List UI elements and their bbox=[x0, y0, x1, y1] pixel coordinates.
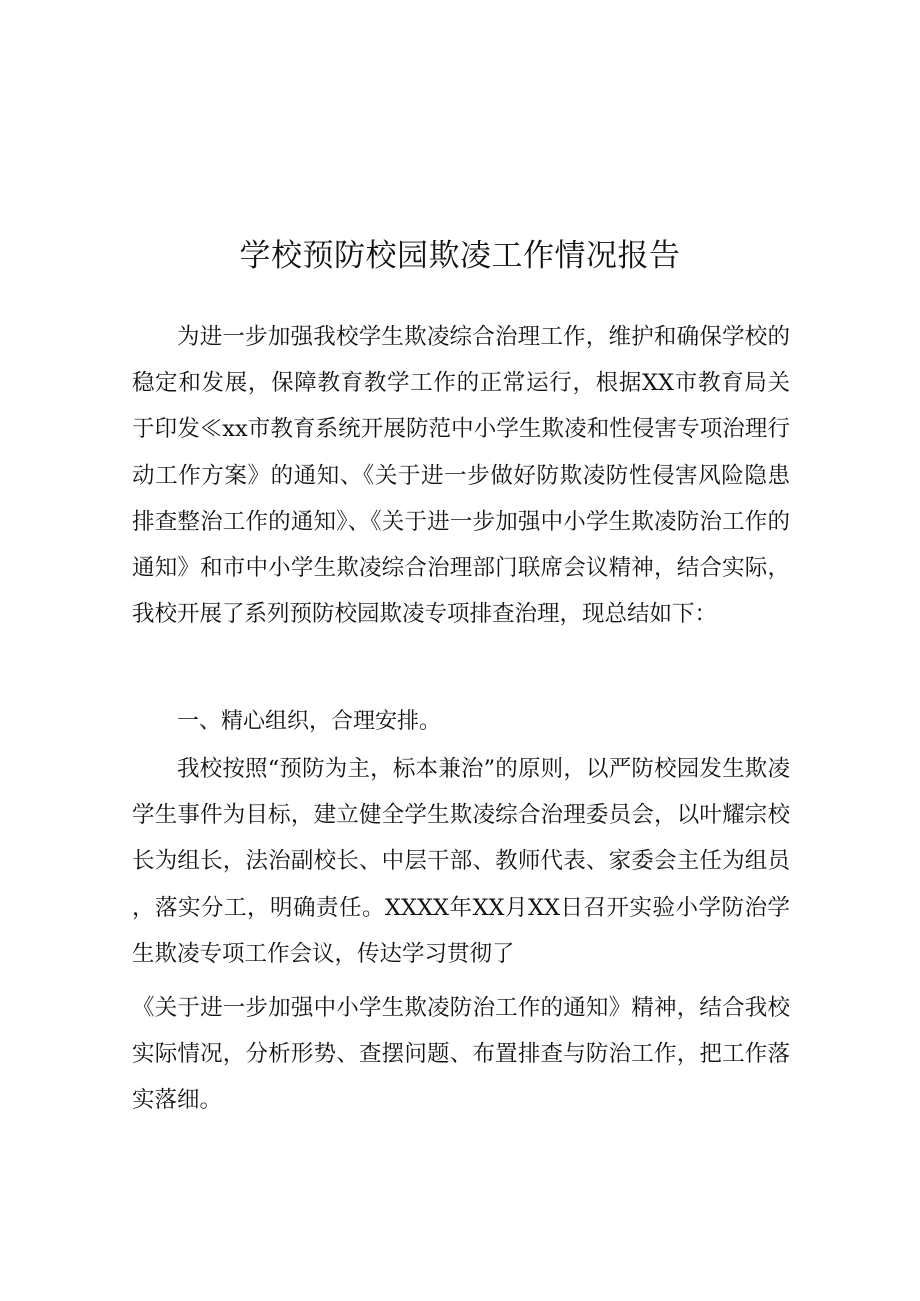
document-title: 学校预防校园欺凌工作情况报告 bbox=[239, 238, 681, 274]
section-1-continuation-paragraph: 《关于进一步加强中小学生欺凌防治工作的通知》精神，结合我校实际情况，分析形势、查摆问题、布置排查与防治工作，把工作落实落细。 bbox=[132, 995, 790, 1114]
section-heading-1: 一、精心组织，合理安排。 bbox=[177, 709, 442, 734]
section-1-paragraph: 我校按照“预防为主，标本兼治”的原则，以严防校园发生欺凌学生事件为目标，建立健全学生欺凌综合治理委员会，以叶耀宗校长为组长，法治副校长、中层干部、教师代表、家委会主任为组员，落实分工，明确责任。XXXX年XX月XX日召开实验小学防治学生欺凌专项工作会议，传达学习贯彻了 bbox=[132, 756, 790, 967]
intro-paragraph: 为进一步加强我校学生欺凌综合治理工作，维护和确保学校的稳定和发展，保障教育教学工作的正常运行，根据XX市教育局关于印发≪xx市教育系统开展防范中小学生欺凌和性侵害专项治理行动工作方案》的通知、《关于进一步做好防欺凌防性侵害风险隐患排查整治工作的通知》、《关于进一步加强中小学生欺凌防治工作的通知》和市中小学生欺凌综合治理部门联席会议精神，结合实际，我校开展了系列预防校园欺凌专项排查治理，现总结如下： bbox=[132, 324, 790, 628]
